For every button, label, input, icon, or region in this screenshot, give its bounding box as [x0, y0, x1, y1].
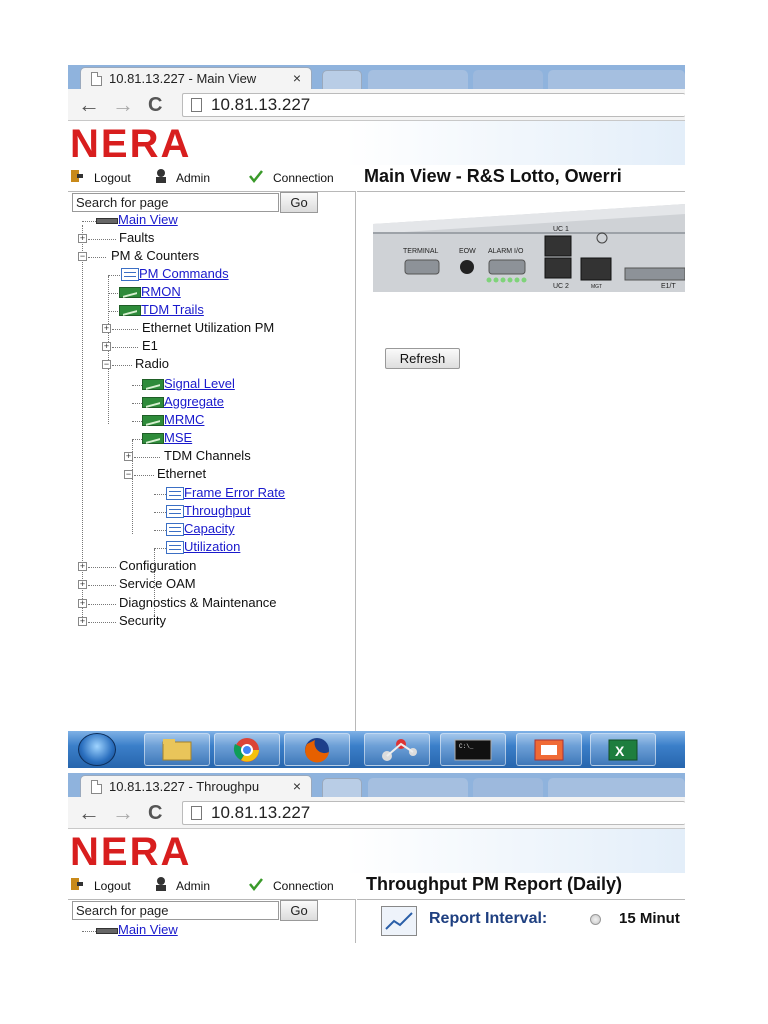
chart-icon — [119, 287, 141, 298]
interval-option-label[interactable]: 15 Minut — [619, 910, 680, 927]
user-bar — [68, 873, 685, 899]
tree-link[interactable]: Throughput — [184, 503, 251, 518]
uc2-port-label: UC 2 — [553, 283, 569, 290]
browser-tab-throughput[interactable] — [80, 775, 312, 798]
app-banner — [68, 829, 685, 873]
background-tab[interactable] — [473, 778, 543, 797]
document-icon — [166, 487, 184, 500]
search-input[interactable]: Search for page — [72, 193, 279, 212]
back-arrow-icon[interactable]: ← — [78, 92, 100, 117]
nera-logo — [70, 125, 270, 161]
page-title: Main View - R&S Lotto, Owerri — [364, 166, 622, 186]
eow-port-label: EOW — [459, 248, 476, 255]
document-icon — [166, 541, 184, 554]
main-content — [357, 191, 685, 731]
expand-plus-icon[interactable]: + — [79, 233, 86, 243]
address-bar[interactable] — [182, 801, 685, 825]
tree-link[interactable]: RMON — [141, 284, 181, 299]
presentation-app-icon[interactable] — [516, 733, 582, 766]
expand-plus-icon[interactable]: + — [103, 323, 110, 333]
address-bar[interactable] — [182, 93, 685, 117]
chart-icon — [142, 415, 164, 426]
page-icon — [91, 72, 102, 86]
tree-link[interactable]: MRMC — [164, 412, 205, 427]
collapse-minus-icon[interactable]: − — [125, 469, 132, 479]
admin-label: Admin — [176, 171, 211, 185]
background-tab[interactable] — [548, 70, 685, 89]
device-icon — [96, 218, 118, 224]
browser-tab-main-view[interactable] — [80, 67, 312, 90]
logo-text: NERA — [70, 833, 192, 869]
chart-icon — [142, 379, 164, 390]
device-icon — [96, 928, 118, 934]
admin-user-icon — [154, 168, 168, 189]
tree-link[interactable]: Signal Level — [164, 376, 235, 391]
tab-title: 10.81.13.227 - Main View — [109, 71, 257, 86]
report-chart-icon — [381, 906, 417, 936]
browser-tab-strip — [68, 773, 685, 797]
go-button[interactable]: Go — [280, 192, 318, 213]
tree-label[interactable]: Security — [119, 613, 166, 628]
expand-plus-icon[interactable]: + — [79, 579, 86, 589]
file-explorer-icon[interactable] — [144, 733, 210, 766]
firefox-icon[interactable] — [284, 733, 350, 766]
forward-arrow-icon[interactable]: → — [112, 800, 134, 825]
start-orb[interactable] — [78, 733, 116, 766]
svg-text:X: X — [615, 743, 625, 759]
expand-plus-icon[interactable]: + — [79, 598, 86, 608]
page-icon — [91, 780, 102, 794]
alarm-port-label: ALARM I/O — [488, 248, 524, 255]
back-arrow-icon[interactable]: ← — [78, 800, 100, 825]
document-icon — [166, 505, 184, 518]
tree-link[interactable]: MSE — [164, 430, 193, 445]
network-tool-icon[interactable] — [364, 733, 430, 766]
refresh-button[interactable]: Refresh — [385, 348, 460, 369]
browser-toolbar — [68, 89, 685, 121]
tree-label[interactable]: Radio — [135, 356, 169, 371]
search-input[interactable]: Search for page — [72, 901, 279, 920]
close-tab-icon[interactable]: × — [292, 778, 301, 794]
checkmark-icon — [248, 876, 264, 897]
background-tab[interactable] — [473, 70, 543, 89]
chrome-icon[interactable] — [214, 733, 280, 766]
tree-label[interactable]: TDM Channels — [164, 448, 251, 463]
page-title: Throughput PM Report (Daily) — [366, 874, 622, 894]
report-interval-label: Report Interval: — [429, 910, 548, 927]
tree-link[interactable]: Frame Error Rate — [184, 485, 286, 500]
logout-icon[interactable] — [70, 876, 84, 897]
tree-link[interactable]: PM Commands — [139, 266, 229, 281]
logo-text: NERA — [70, 125, 192, 161]
tree-label[interactable]: Configuration — [119, 558, 197, 573]
url-text: 10.81.13.227 — [211, 803, 311, 822]
tree-label[interactable]: E1 — [142, 338, 158, 353]
tree-label[interactable]: Ethernet — [157, 466, 207, 481]
user-bar — [68, 165, 685, 191]
background-tab[interactable] — [368, 70, 468, 89]
interval-radio[interactable] — [590, 914, 601, 925]
windows-taskbar — [68, 731, 685, 768]
browser-tab-strip — [68, 65, 685, 89]
expand-plus-icon[interactable]: + — [125, 451, 132, 461]
reload-icon[interactable]: C — [148, 94, 163, 116]
excel-icon[interactable] — [590, 733, 656, 766]
tree-label[interactable]: Ethernet Utilization PM — [142, 320, 275, 335]
page-icon — [191, 98, 202, 112]
e1-port-label: E1/T — [661, 283, 676, 290]
screenshot-main-view — [68, 65, 685, 768]
url-text: 10.81.13.227 — [211, 95, 311, 114]
background-tab[interactable] — [548, 778, 685, 797]
device-front-panel-image — [373, 204, 685, 296]
tree-link[interactable]: Main View — [118, 212, 178, 227]
navigation-tree-panel — [68, 191, 356, 731]
mgt-port-label: MGT — [591, 284, 603, 290]
chart-icon — [142, 397, 164, 408]
checkmark-icon — [248, 168, 264, 189]
tree-label[interactable]: Diagnostics & Maintenance — [119, 595, 277, 610]
svg-text:C:\_: C:\_ — [459, 743, 474, 750]
tree-link[interactable]: Utilization — [184, 539, 241, 554]
nera-logo — [70, 833, 270, 869]
background-tab[interactable] — [368, 778, 468, 797]
close-tab-icon[interactable]: × — [292, 70, 301, 86]
new-tab-button[interactable] — [322, 70, 362, 89]
page-icon — [191, 806, 202, 820]
screenshot-throughput-view — [68, 773, 685, 943]
connection-link[interactable]: Connection — [273, 879, 334, 893]
admin-label: Admin — [176, 879, 211, 893]
tree-label[interactable]: Service OAM — [119, 576, 196, 591]
chart-icon — [142, 433, 164, 444]
expand-plus-icon[interactable]: + — [103, 341, 110, 351]
uc1-port-label: UC 1 — [553, 226, 569, 233]
tree-link[interactable]: Main View — [118, 922, 178, 937]
expand-plus-icon[interactable]: + — [79, 561, 86, 571]
document-icon — [121, 268, 139, 281]
terminal-port-label: TERMINAL — [403, 248, 439, 255]
navigation-tree-panel — [68, 899, 356, 943]
tree-link[interactable]: Aggregate — [164, 394, 224, 409]
tree-label[interactable]: Faults — [119, 230, 155, 245]
logout-link[interactable]: Logout — [94, 879, 131, 893]
go-button[interactable]: Go — [280, 900, 318, 921]
new-tab-button[interactable] — [322, 778, 362, 797]
collapse-minus-icon[interactable]: − — [79, 251, 86, 261]
tree-link[interactable]: TDM Trails — [141, 302, 204, 317]
logout-icon[interactable] — [70, 168, 84, 189]
browser-toolbar — [68, 797, 685, 829]
logout-link[interactable]: Logout — [94, 171, 131, 185]
admin-user-icon — [154, 876, 168, 897]
document-icon — [166, 523, 184, 536]
tree-link[interactable]: Capacity — [184, 521, 235, 536]
tab-title: 10.81.13.227 - Throughpu — [109, 779, 260, 794]
expand-plus-icon[interactable]: + — [79, 616, 86, 626]
chart-icon — [119, 305, 141, 316]
app-banner — [68, 121, 685, 165]
forward-arrow-icon[interactable]: → — [112, 92, 134, 117]
main-content — [357, 899, 685, 943]
command-prompt-icon[interactable] — [440, 733, 506, 766]
collapse-minus-icon[interactable]: − — [103, 359, 110, 369]
connection-link[interactable]: Connection — [273, 171, 334, 185]
reload-icon[interactable]: C — [148, 802, 163, 824]
tree-label[interactable]: PM & Counters — [111, 248, 200, 263]
